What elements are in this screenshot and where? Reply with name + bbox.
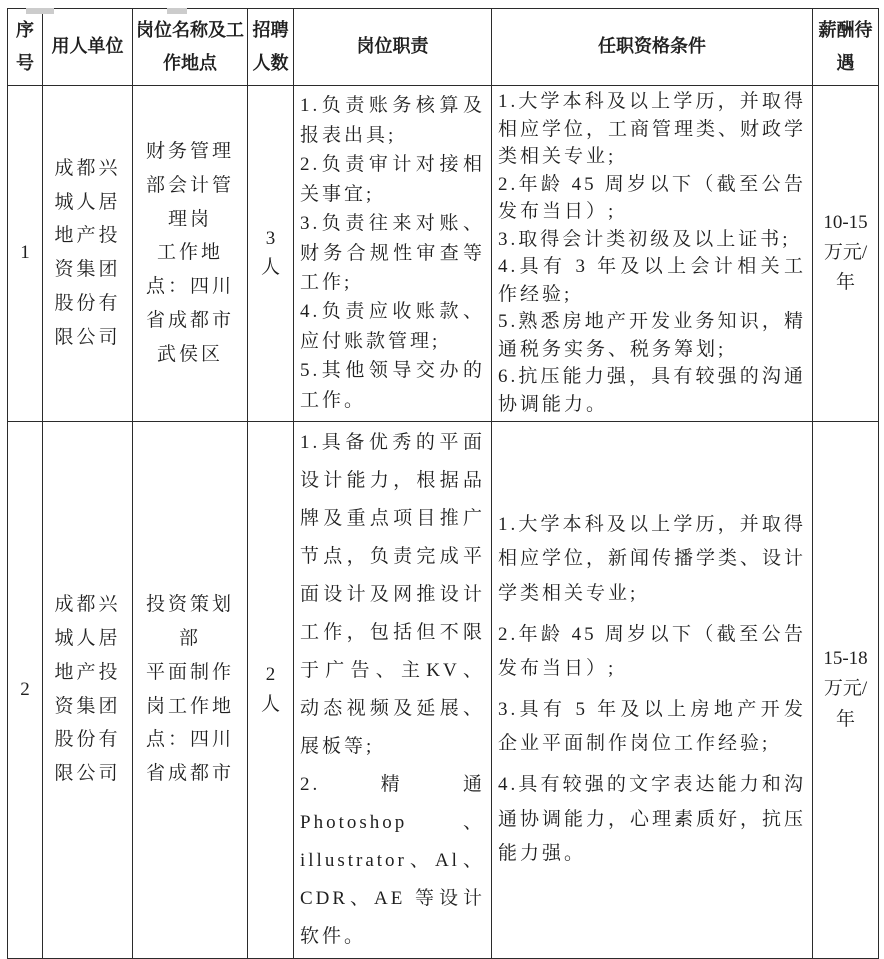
employer-cell: 成都兴城人居地产投资集团股份有限公司 [43, 86, 133, 422]
duty-item: 1.负责账务核算及报表出具; [300, 95, 485, 146]
position-cell [133, 421, 248, 958]
position-name: 投资策划部 [145, 594, 234, 649]
duty-item: 2.精通 Photoshop、illustrator、Al、CDR、AE 等设计软件。 [300, 773, 485, 947]
header-position-and-location: 岗位名称及工作地点 [133, 9, 248, 86]
position-location: 工作地点：四川省成都市武侯区 [145, 242, 234, 365]
headcount-cell [248, 421, 294, 958]
qualification-item: 1.大学本科及以上学历，并取得相应学位，工商管理类、财政学类相关专业; [498, 91, 807, 168]
salary-cell: 15-18 万元/年 [813, 421, 879, 958]
headcount-number: 3 [265, 227, 276, 249]
table-row [8, 421, 879, 958]
duty-item: 2.负责审计对接相关事宜; [300, 154, 485, 205]
header-serial-number: 序号 [8, 9, 43, 86]
qualification-item: 2.年龄 45 周岁以下（截至公告发布当日）; [498, 623, 806, 679]
serial-number-cell: 1 [8, 86, 43, 422]
qualification-item: 3.取得会计类初级及以上证书; [498, 228, 791, 250]
recruitment-table [7, 8, 879, 959]
qualifications-cell [492, 421, 813, 958]
duties-cell [294, 86, 492, 422]
header-headcount: 招聘人数 [248, 9, 294, 86]
headcount-unit: 人 [260, 693, 280, 715]
headcount-number: 2 [265, 664, 276, 686]
position-location: 平面制作岗工作地点：四川省成都市 [145, 661, 234, 785]
employer-cell: 成都兴城人居地产投资集团股份有限公司 [43, 421, 133, 958]
position-cell [133, 86, 248, 422]
qualification-item: 4.具有较强的文字表达能力和沟通协调能力，心理素质好，抗压能力强。 [498, 774, 807, 864]
serial-number-cell: 2 [8, 421, 43, 958]
headcount-cell [248, 86, 294, 422]
qualifications-cell [492, 86, 813, 422]
qualification-item: 5.熟悉房地产开发业务知识，精通税务实务、税务筹划; [498, 311, 806, 360]
qualification-item: 2.年龄 45 周岁以下（截至公告发布当日）; [498, 173, 806, 223]
position-name: 财务管理部会计管理岗 [145, 140, 234, 230]
scan-artifact [167, 8, 187, 14]
duty-item: 3.负责往来对账、财务合规性审查等工作; [300, 213, 485, 293]
table-row [8, 86, 879, 422]
salary-cell: 10-15 万元/年 [813, 86, 879, 422]
duty-item: 4.负责应收账款、应付账款管理; [300, 301, 485, 352]
header-employer: 用人单位 [43, 9, 133, 86]
headcount-unit: 人 [260, 257, 280, 279]
scan-artifact [26, 8, 54, 14]
duties-cell [294, 421, 492, 958]
qualification-item: 6.抗压能力强，具有较强的沟通协调能力。 [498, 366, 806, 416]
header-qualifications: 任职资格条件 [492, 9, 813, 86]
header-duties: 岗位职责 [294, 9, 492, 86]
qualification-item: 1.大学本科及以上学历，并取得相应学位，新闻传播学类、设计学类相关专业; [498, 514, 807, 604]
header-row [8, 9, 879, 86]
header-salary: 薪酬待遇 [813, 9, 879, 86]
qualification-item: 4.具有 3 年及以上会计相关工作经验; [498, 256, 806, 305]
qualification-item: 3.具有 5 年及以上房地产开发企业平面制作岗位工作经验; [498, 699, 806, 755]
duty-item: 1.具备优秀的平面设计能力，根据品牌及重点项目推广节点，负责完成平面设计及网推设计工作，包括但不限于广告、主KV、动态视频及延展、展板等; [300, 431, 485, 757]
duty-item: 5.其他领导交办的工作。 [300, 360, 485, 411]
